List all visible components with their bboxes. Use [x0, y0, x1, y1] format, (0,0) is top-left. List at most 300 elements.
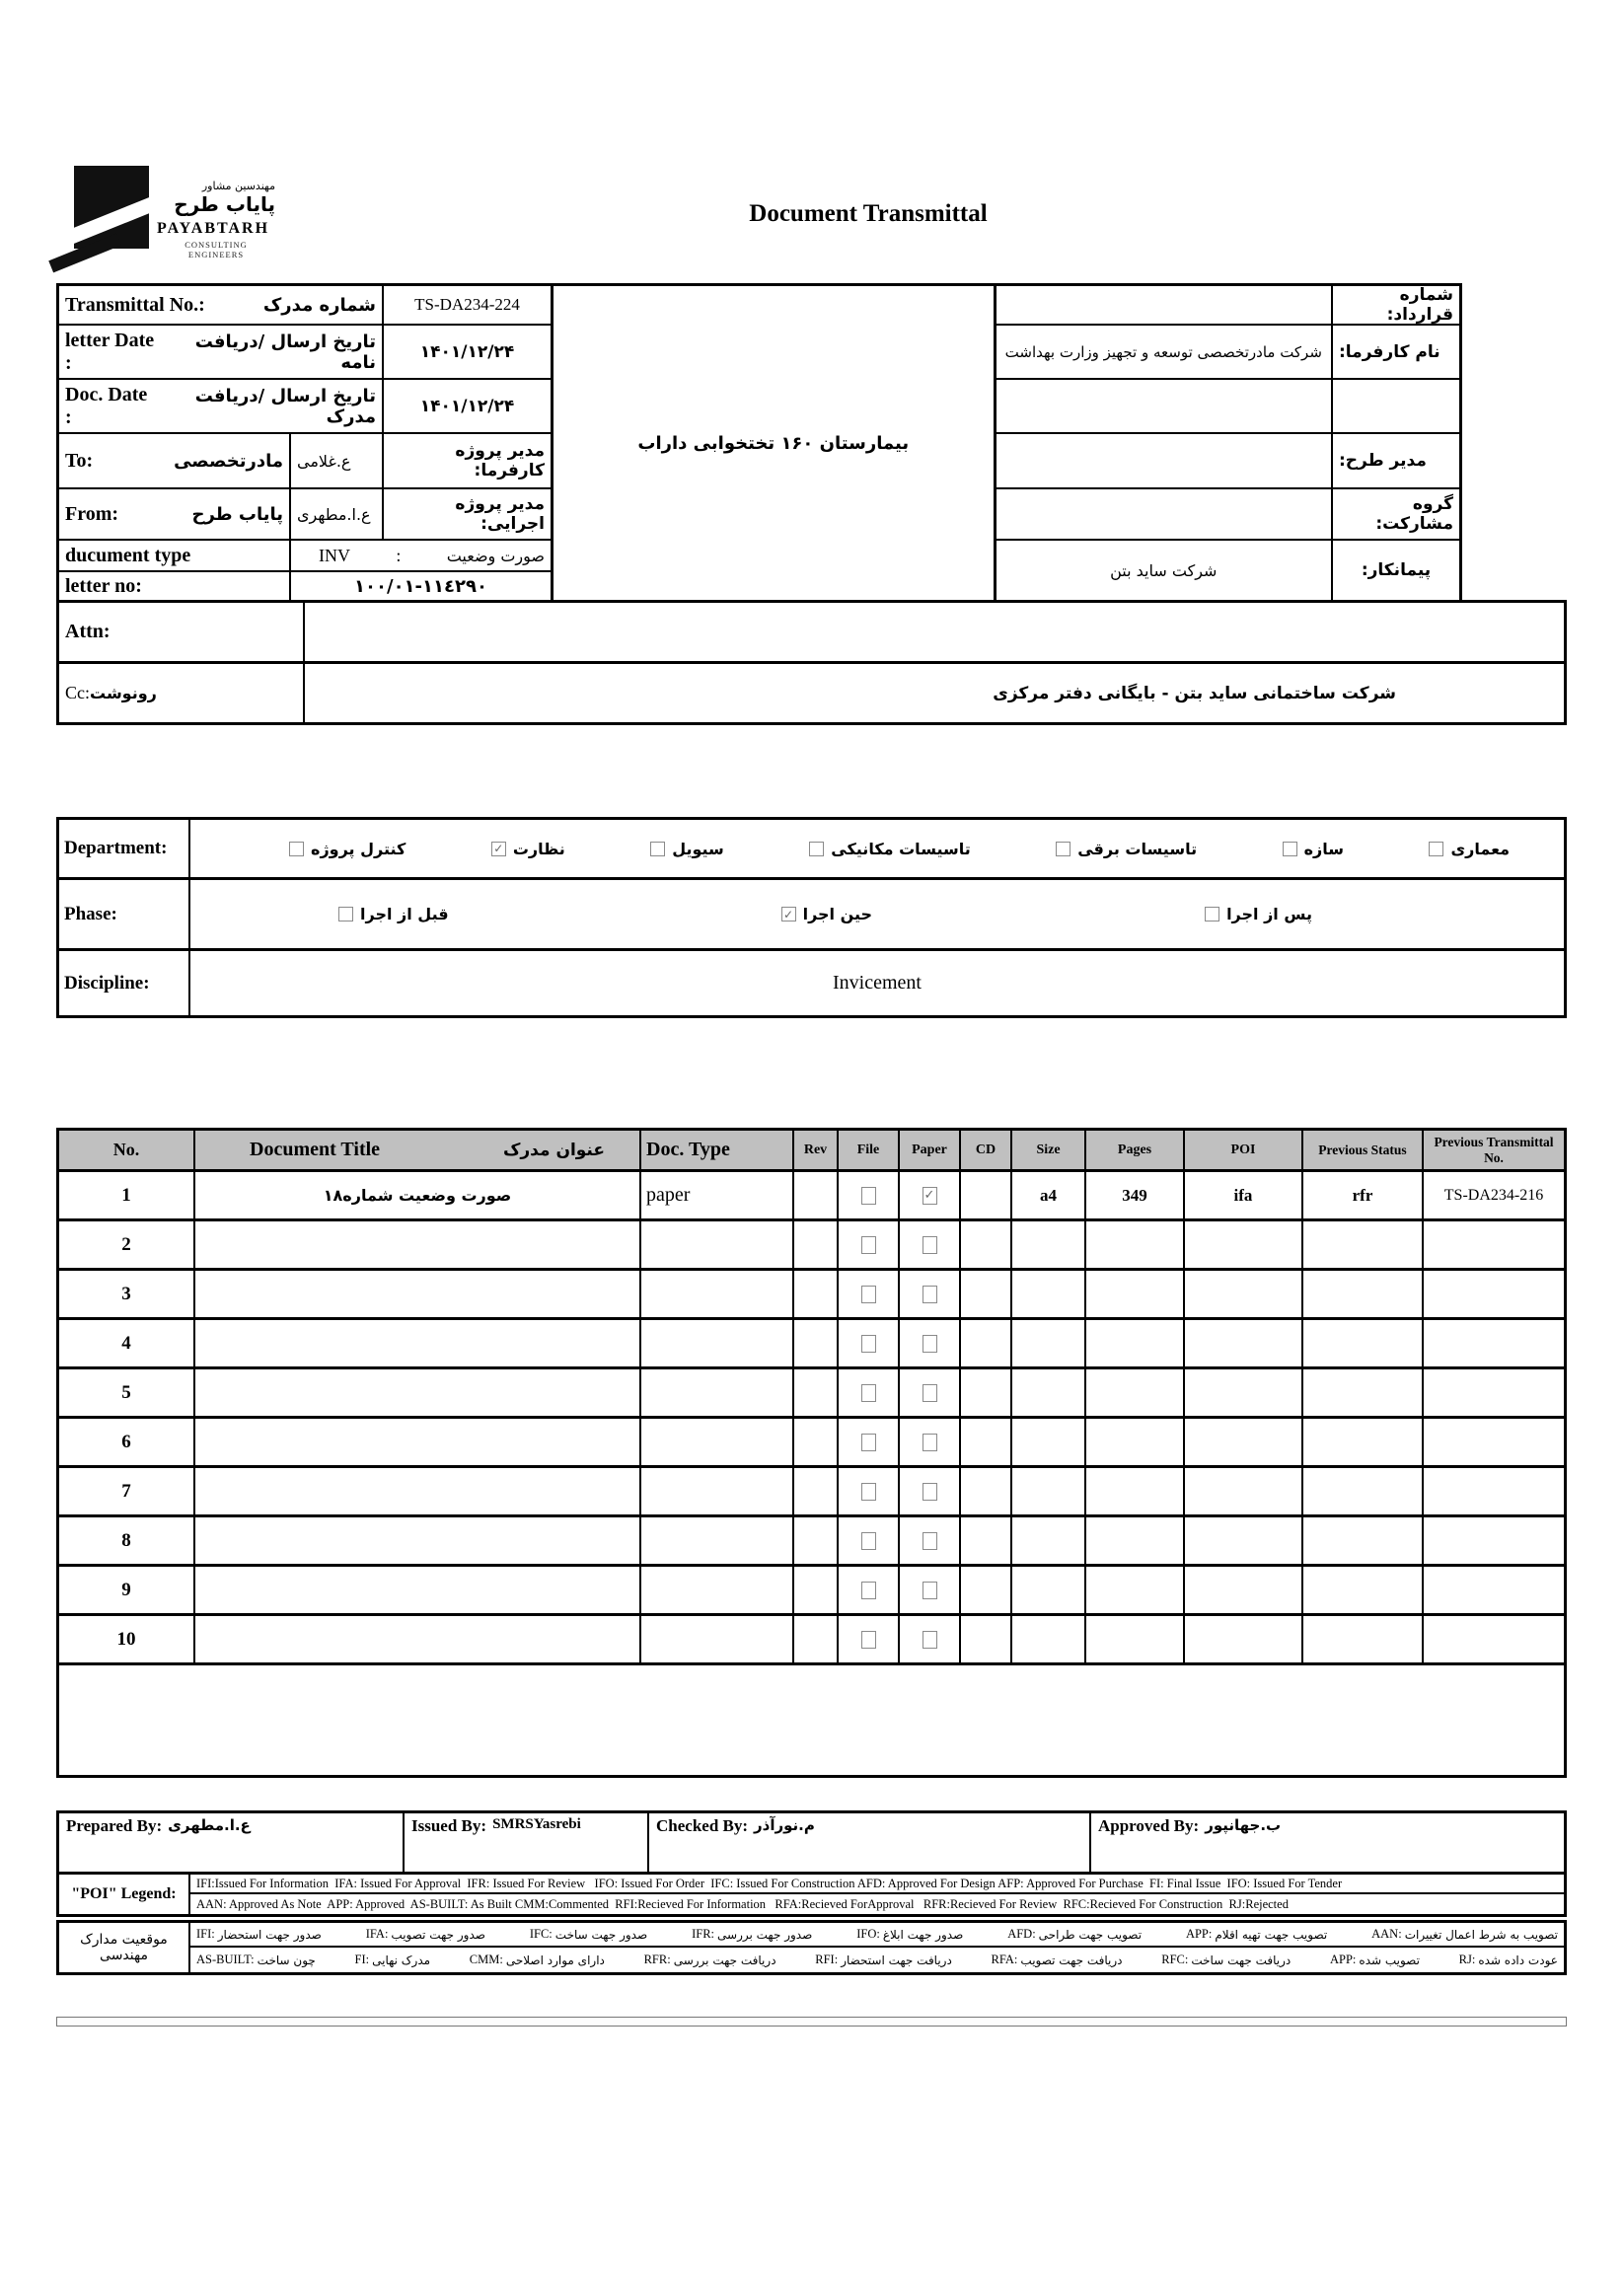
paper-checkbox[interactable]	[923, 1483, 937, 1501]
cell-paper	[898, 1468, 959, 1514]
fa-legend-item	[1161, 1953, 1291, 1967]
cell-pages	[1084, 1567, 1183, 1613]
fa-legend-item-text: صدور جهت ابلاغ	[882, 1927, 964, 1942]
logo-text	[157, 166, 275, 259]
cell-prev-status	[1301, 1271, 1422, 1317]
department-checkbox[interactable]	[809, 842, 824, 856]
cell-title	[193, 1616, 639, 1662]
fa-legend-item-code: RFC:	[1161, 1953, 1189, 1966]
cell-no: 7	[121, 1480, 131, 1502]
transmittal-info-table	[56, 283, 1567, 725]
cell-cd	[959, 1172, 1010, 1218]
department-options	[190, 820, 1564, 877]
poi-legend-line1: IFI:Issued For Information IFA: Issued For Approval IFR: Issued For Review IFO: Issued For Order IFC: Issued For Construction AFD: Approved For Design AFP: Approved For Purchase FI: Final Issue IFO: Issued For Tender	[190, 1875, 1564, 1894]
department-row	[59, 820, 1564, 880]
fa-legend-item-text: دریافت جهت تصویب	[1020, 1953, 1123, 1967]
fa-legend-item-code: CMM:	[469, 1953, 503, 1966]
cell-rev	[792, 1616, 837, 1662]
file-checkbox[interactable]	[861, 1187, 876, 1205]
cell-doc-type	[639, 1320, 792, 1366]
project-name: بیمارستان ۱۶۰ تختخوابی داراب	[637, 432, 910, 454]
header-rev: Rev	[792, 1131, 837, 1169]
department-checkbox[interactable]	[650, 842, 665, 856]
document-type-label: ducument type	[65, 544, 191, 566]
fa-legend-item	[530, 1927, 647, 1942]
cell-pages	[1084, 1517, 1183, 1564]
discipline-label: Discipline:	[59, 951, 190, 1015]
document-table-row	[59, 1419, 1564, 1468]
to-row	[59, 434, 551, 489]
prepared-by-cell	[59, 1813, 403, 1872]
fa-legend-item	[196, 1927, 322, 1942]
cell-paper	[898, 1221, 959, 1268]
cell-poi	[1183, 1419, 1301, 1465]
cell-no: 5	[121, 1381, 131, 1403]
fa-legend-item-code: RFA:	[991, 1953, 1018, 1966]
cell-pages	[1084, 1320, 1183, 1366]
client-value: شرکت مادرتخصصی توسعه و تجهیز وزارت بهداشت	[1004, 342, 1322, 361]
cell-title	[193, 1468, 639, 1514]
partnership-value	[997, 489, 1331, 539]
fa-legend-item-text: تصویب جهت طراحی	[1038, 1927, 1143, 1942]
header-cd: CD	[959, 1131, 1010, 1169]
fa-legend-item	[366, 1927, 485, 1942]
document-table-row	[59, 1369, 1564, 1419]
department-option	[1056, 840, 1197, 858]
cell-no: 6	[121, 1431, 131, 1452]
client-label: نام کارفرما:	[1331, 326, 1459, 378]
cell-rev	[792, 1468, 837, 1514]
cell-prev-transmittal	[1422, 1369, 1564, 1416]
doc-date-row	[59, 380, 551, 434]
document-table-body	[59, 1172, 1564, 1665]
paper-checkbox[interactable]: ✓	[923, 1187, 937, 1205]
phase-option-label: حین اجرا	[802, 905, 873, 923]
cell-prev-status	[1301, 1517, 1422, 1564]
from-row	[59, 489, 551, 541]
fa-legend-item-code: IFA:	[365, 1927, 389, 1941]
cell-file	[837, 1369, 898, 1416]
phase-row	[59, 880, 1564, 951]
partnership-row	[997, 489, 1459, 541]
cell-paper	[898, 1320, 959, 1366]
letter-date-row	[59, 326, 551, 380]
phase-checkbox[interactable]	[1205, 907, 1219, 921]
document-table-row	[59, 1271, 1564, 1320]
payabtarh-logo	[74, 166, 275, 259]
cell-rev	[792, 1517, 837, 1564]
doc-date-value: ۱۴۰۱/۱۲/۲۴	[382, 380, 551, 432]
doc-date-label-fa: تاریخ ارسال /دریافت مدرک	[194, 385, 376, 427]
cell-pages	[1084, 1221, 1183, 1268]
cell-rev	[792, 1221, 837, 1268]
cell-title	[193, 1567, 639, 1613]
cell-prev-transmittal	[1422, 1616, 1564, 1662]
design-manager-row	[997, 434, 1459, 489]
cell-title	[193, 1517, 639, 1564]
cell-poi	[1183, 1468, 1301, 1514]
cell-rev	[792, 1369, 837, 1416]
department-option	[650, 840, 724, 858]
cell-doc-type	[639, 1419, 792, 1465]
header-pages: Pages	[1084, 1131, 1183, 1169]
cell-size: a4	[1010, 1172, 1084, 1218]
transmittal-no-row	[59, 286, 551, 326]
document-list-table	[56, 1128, 1567, 1778]
fa-legend-item	[992, 1953, 1123, 1967]
approved-by-cell	[1089, 1813, 1564, 1872]
cell-prev-status	[1301, 1567, 1422, 1613]
paper-checkbox[interactable]	[923, 1582, 937, 1599]
header-title-en: Document Title	[250, 1139, 381, 1160]
blank-row	[997, 380, 1459, 434]
header-prev-transmittal: Previous Transmittal No.	[1422, 1131, 1564, 1169]
cell-prev-status	[1301, 1468, 1422, 1514]
project-name-cell	[551, 286, 994, 600]
department-option-label: معماری	[1450, 839, 1510, 858]
cell-cd	[959, 1369, 1010, 1416]
cell-rev	[792, 1271, 837, 1317]
fa-legend-item-code: IFR:	[692, 1927, 715, 1941]
cell-doc-type	[639, 1616, 792, 1662]
document-table-row	[59, 1221, 1564, 1271]
fa-legend-item	[815, 1953, 952, 1967]
header-title-fa: عنوان مدرک	[502, 1140, 605, 1160]
fa-legend-item-text: دریافت جهت بررسی	[673, 1953, 776, 1967]
from-value-fa: پایاب طرح	[191, 503, 283, 525]
phase-checkbox[interactable]	[338, 907, 353, 921]
cell-prev-status	[1301, 1419, 1422, 1465]
document-table-row	[59, 1320, 1564, 1369]
cell-rev	[792, 1419, 837, 1465]
phase-option	[781, 905, 872, 923]
from-role-label: مدیر پروژه اجرایی:	[382, 489, 551, 539]
cell-title	[193, 1320, 639, 1366]
department-option	[491, 840, 565, 858]
cell-prev-transmittal	[1422, 1221, 1564, 1268]
document-type-row	[59, 541, 551, 572]
department-option	[809, 840, 970, 858]
checked-by-cell	[647, 1813, 1089, 1872]
fa-legend-label: موقعیت مدارک مهندسی	[59, 1923, 190, 1972]
doc-date-label-en: Doc. Date :	[65, 383, 148, 428]
to-value-fa: مادرتخصصی	[174, 450, 283, 472]
blank-value	[997, 380, 1331, 432]
document-type-value-fa: صورت وضعیت	[446, 546, 545, 565]
fa-legend-item	[856, 1927, 963, 1942]
cell-paper	[898, 1616, 959, 1662]
cell-file	[837, 1221, 898, 1268]
document-table-row	[59, 1616, 1564, 1665]
file-checkbox[interactable]	[861, 1631, 876, 1649]
phase-options	[190, 880, 1564, 948]
cell-doc-type	[639, 1567, 792, 1613]
fa-legend-item	[1007, 1927, 1142, 1942]
cc-row	[56, 661, 1567, 725]
cell-size	[1010, 1369, 1084, 1416]
cell-file	[837, 1517, 898, 1564]
fa-legend-item	[470, 1953, 605, 1967]
design-manager-label: مدیر طرح:	[1331, 434, 1459, 487]
paper-checkbox[interactable]	[923, 1236, 937, 1254]
paper-checkbox[interactable]	[923, 1335, 937, 1353]
fa-legend-item-code: AAN:	[1371, 1927, 1402, 1941]
cell-prev-status	[1301, 1616, 1422, 1662]
contractor-row	[997, 541, 1459, 600]
cell-size	[1010, 1419, 1084, 1465]
fa-legend-item-text: صدور جهت بررسی	[717, 1927, 813, 1942]
blank-label	[1331, 380, 1459, 432]
fa-legend-item	[1186, 1927, 1327, 1942]
paper-checkbox[interactable]	[923, 1384, 937, 1402]
cc-label-fa: رونوشت	[90, 684, 157, 702]
file-checkbox[interactable]	[861, 1532, 876, 1550]
cell-doc-type	[639, 1369, 792, 1416]
cell-pages: 349	[1084, 1172, 1183, 1218]
cell-prev-transmittal: TS-DA234-216	[1422, 1172, 1564, 1218]
file-checkbox[interactable]	[861, 1236, 876, 1254]
cc-label	[59, 664, 303, 722]
cell-pages	[1084, 1419, 1183, 1465]
fa-legend-item-code: RFI:	[815, 1953, 839, 1966]
cell-paper	[898, 1271, 959, 1317]
paper-checkbox[interactable]	[923, 1631, 937, 1649]
cell-size	[1010, 1517, 1084, 1564]
cell-title	[193, 1369, 639, 1416]
fa-legend-item-code: AS-BUILT:	[196, 1953, 255, 1966]
bottom-section	[56, 1810, 1567, 2027]
document-table-row	[59, 1567, 1564, 1616]
department-option-label: نظارت	[512, 839, 565, 858]
document-table-header	[59, 1131, 1564, 1172]
cell-cd	[959, 1616, 1010, 1662]
fa-legend-item-text: تصویب شده	[1359, 1953, 1420, 1967]
cell-doc-type	[639, 1517, 792, 1564]
fa-legend-item	[1330, 1953, 1420, 1967]
cell-title: صورت وضعیت شماره۱۸	[193, 1172, 639, 1218]
department-checkbox[interactable]	[289, 842, 304, 856]
fa-legend-item	[1459, 1953, 1558, 1967]
cell-file	[837, 1567, 898, 1613]
fa-legend-item-text: مدرک نهایی	[372, 1953, 431, 1967]
document-table-empty-area	[59, 1665, 1564, 1775]
department-checkbox[interactable]: ✓	[491, 842, 506, 856]
document-table-row	[59, 1172, 1564, 1221]
cell-pages	[1084, 1271, 1183, 1317]
cell-poi	[1183, 1320, 1301, 1366]
header-paper: Paper	[898, 1131, 959, 1169]
letter-date-label-en: letter Date :	[65, 329, 155, 374]
letter-no-label: letter no:	[65, 574, 142, 597]
logo-swoosh-tail	[48, 234, 120, 273]
cell-prev-transmittal	[1422, 1517, 1564, 1564]
cell-no: 2	[121, 1233, 131, 1255]
file-checkbox[interactable]	[861, 1384, 876, 1402]
contractor-label: پیمانکار:	[1331, 541, 1459, 600]
department-checkbox[interactable]	[1056, 842, 1070, 856]
fa-legend-item-code: IFO:	[856, 1927, 880, 1941]
header-file: File	[837, 1131, 898, 1169]
to-label: To:	[65, 449, 94, 472]
design-manager-value	[997, 434, 1331, 487]
fa-legend-item-text: دریافت جهت استحضار	[841, 1953, 952, 1967]
header-title	[193, 1131, 639, 1169]
poi-legend	[56, 1875, 1567, 1917]
cc-value: شرکت ساختمانی ساید بتن - بایگانی دفتر مرکزی	[303, 664, 1564, 722]
cell-prev-transmittal	[1422, 1567, 1564, 1613]
cell-cd	[959, 1320, 1010, 1366]
cell-file	[837, 1172, 898, 1218]
fa-legend-item	[1371, 1927, 1558, 1942]
fa-legend-item-text: عودت داده شده	[1478, 1953, 1558, 1967]
attn-row	[56, 600, 1567, 661]
cell-no: 3	[121, 1283, 131, 1304]
cell-size	[1010, 1320, 1084, 1366]
phase-option	[338, 905, 449, 923]
poi-legend-label: "POI" Legend:	[59, 1875, 190, 1914]
file-checkbox[interactable]	[861, 1434, 876, 1451]
fa-legend-item-text: تصویب به شرط اعمال تغییرات	[1404, 1927, 1558, 1942]
document-table-row	[59, 1517, 1564, 1567]
attn-label: Attn:	[65, 621, 111, 642]
cell-pages	[1084, 1369, 1183, 1416]
cell-title	[193, 1419, 639, 1465]
logo-en-subtitle: CONSULTING ENGINEERS	[185, 240, 248, 259]
cell-size	[1010, 1271, 1084, 1317]
fa-legend-item-code: FI:	[354, 1953, 370, 1966]
cell-rev	[792, 1320, 837, 1366]
cell-file	[837, 1320, 898, 1366]
fa-legend-item-code: APP:	[1185, 1927, 1213, 1941]
partnership-label: گروه مشارکت:	[1331, 489, 1459, 539]
file-checkbox[interactable]	[861, 1582, 876, 1599]
department-checkbox[interactable]	[1283, 842, 1297, 856]
checked-by-name: م.نورآذر	[754, 1816, 815, 1834]
logo-fa-name: پایاب طرح	[174, 192, 275, 216]
cell-paper	[898, 1567, 959, 1613]
cell-cd	[959, 1221, 1010, 1268]
logo-fa-tagline: مهندسین مشاور	[201, 180, 275, 192]
cell-prev-transmittal	[1422, 1468, 1564, 1514]
issued-by-cell	[403, 1813, 647, 1872]
header-size: Size	[1010, 1131, 1084, 1169]
fa-legend-item-text: صدور جهت ساخت	[554, 1927, 648, 1942]
fa-legend-line1	[190, 1923, 1564, 1948]
checked-by-label: Checked By:	[656, 1816, 749, 1835]
fa-legend-item	[355, 1953, 431, 1967]
cell-size	[1010, 1616, 1084, 1662]
cell-paper	[898, 1172, 959, 1218]
discipline-row	[59, 951, 1564, 1015]
department-option	[1283, 840, 1344, 858]
department-phase-table	[56, 817, 1567, 1018]
document-table-row	[59, 1468, 1564, 1517]
fa-legend	[56, 1920, 1567, 1975]
contract-no-value	[997, 286, 1331, 324]
department-option-label: تاسیسات برقی	[1077, 839, 1198, 858]
logo-en-name: PAYABTARH	[157, 220, 270, 237]
department-option-label: سازه	[1303, 839, 1344, 858]
department-checkbox[interactable]	[1429, 842, 1443, 856]
cell-doc-type	[639, 1468, 792, 1514]
from-person: ع.ا.مطهری	[289, 489, 382, 539]
poi-legend-line2: AAN: Approved As Note APP: Approved AS-BUILT: As Built CMM:Commented RFI:Recieved For Information RFA:Recieved ForApproval RFR:Recieved For Review RFC:Recieved For Construction RJ:Rejected	[196, 1896, 1289, 1911]
cell-poi	[1183, 1271, 1301, 1317]
department-option-label: سیویل	[672, 839, 724, 858]
cell-size	[1010, 1221, 1084, 1268]
discipline-value: Invicement	[833, 972, 922, 994]
page-title: Document Transmittal	[749, 200, 988, 227]
issued-by-label: Issued By:	[411, 1816, 487, 1835]
cc-label-en: Cc:	[65, 683, 90, 702]
cell-no: 10	[116, 1628, 136, 1650]
fa-legend-item-text: صدور جهت استحضار	[217, 1927, 322, 1942]
fa-legend-line2	[190, 1948, 1564, 1972]
fa-legend-item-text: چون ساخت	[257, 1953, 316, 1967]
cell-poi	[1183, 1567, 1301, 1613]
phase-checkbox[interactable]: ✓	[781, 907, 796, 921]
cell-prev-status	[1301, 1320, 1422, 1366]
cell-title	[193, 1271, 639, 1317]
cell-title	[193, 1221, 639, 1268]
cell-paper	[898, 1369, 959, 1416]
cell-doc-type	[639, 1221, 792, 1268]
file-checkbox[interactable]	[861, 1335, 876, 1353]
approved-by-name: ب.جهانپور	[1205, 1816, 1282, 1834]
paper-checkbox[interactable]	[923, 1434, 937, 1451]
client-row	[997, 326, 1459, 380]
fa-legend-item	[644, 1953, 776, 1967]
fa-legend-item-code: APP:	[1330, 1953, 1357, 1966]
issued-by-name: SMRSYasrebi	[492, 1816, 581, 1832]
letter-date-label-fa: تاریخ ارسال /دریافت نامه	[194, 331, 376, 373]
paper-checkbox[interactable]	[923, 1286, 937, 1303]
department-option-label: تاسیسات مکانیکی	[831, 839, 971, 858]
cell-pages	[1084, 1616, 1183, 1662]
cell-doc-type: paper	[639, 1172, 792, 1218]
cell-rev	[792, 1567, 837, 1613]
contract-no-row	[997, 286, 1459, 326]
fa-legend-item-code: RFR:	[643, 1953, 671, 1966]
cell-prev-transmittal	[1422, 1271, 1564, 1317]
file-checkbox[interactable]	[861, 1483, 876, 1501]
letter-no-value: ۱۰۰/۰۱-۱۱٤۲۹۰	[289, 572, 551, 600]
cell-no: 4	[121, 1332, 131, 1354]
paper-checkbox[interactable]	[923, 1532, 937, 1550]
prepared-by-label: Prepared By:	[66, 1816, 163, 1835]
from-label: From:	[65, 502, 119, 525]
fa-legend-item-code: IFC:	[529, 1927, 553, 1941]
transmittal-no-label-fa: شماره مدرک	[262, 294, 376, 316]
cell-poi	[1183, 1221, 1301, 1268]
document-type-value-en: INV	[319, 545, 350, 565]
cell-file	[837, 1419, 898, 1465]
attn-value	[303, 603, 1564, 661]
fa-legend-item-text: دارای موارد اصلاحی	[505, 1953, 605, 1967]
file-checkbox[interactable]	[861, 1286, 876, 1303]
department-label: Department:	[59, 820, 190, 877]
fa-legend-item	[692, 1927, 812, 1942]
cell-doc-type	[639, 1271, 792, 1317]
cell-no: 1	[121, 1184, 131, 1206]
signature-row	[56, 1810, 1567, 1875]
cell-poi: ifa	[1183, 1172, 1301, 1218]
cell-prev-transmittal	[1422, 1320, 1564, 1366]
transmittal-no-label-en: Transmittal No.:	[65, 293, 205, 316]
cell-file	[837, 1271, 898, 1317]
header-no: No.	[112, 1140, 140, 1159]
cell-pages	[1084, 1468, 1183, 1514]
